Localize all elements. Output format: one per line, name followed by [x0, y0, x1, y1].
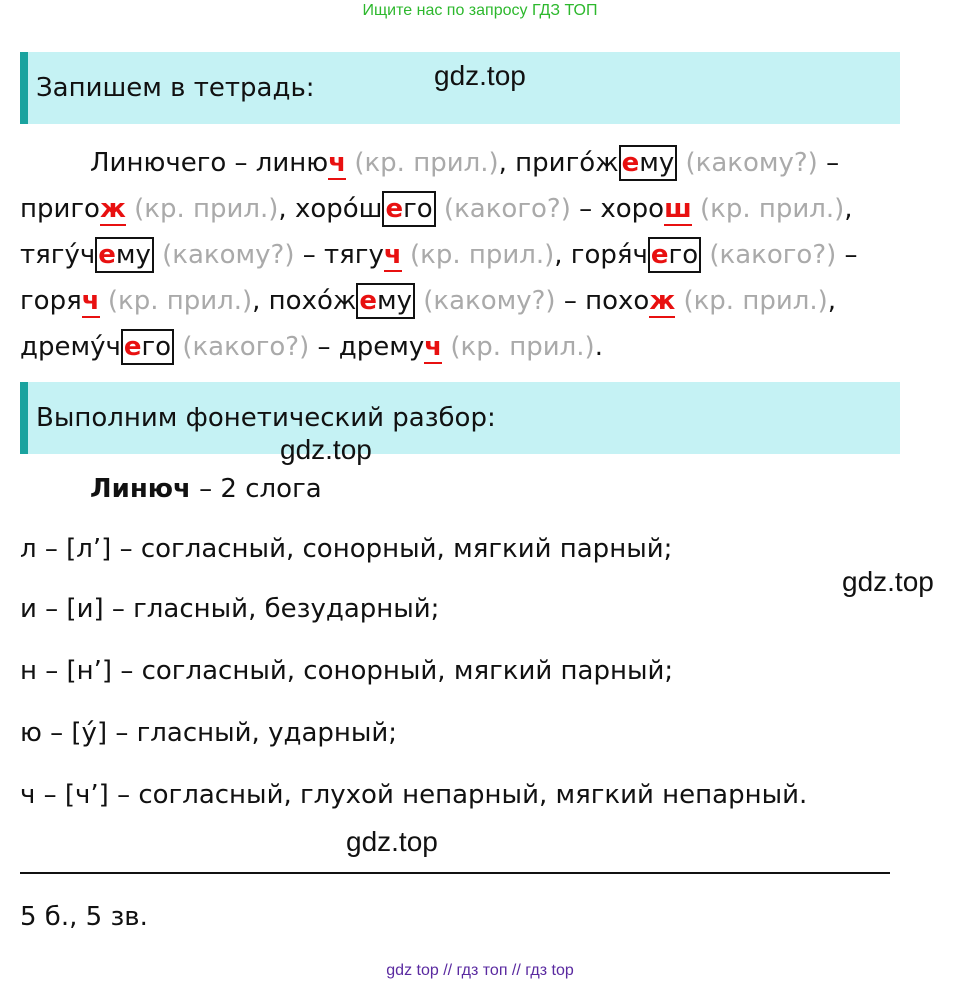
text-fragment: , хоро́ш	[278, 194, 383, 224]
text-fragment: – похо	[555, 286, 650, 316]
ending-text: го	[668, 240, 699, 270]
phonetic-line: ю – [у́] – гласный, ударный;	[20, 718, 398, 748]
section-title: Запишем в тетрадь:	[36, 73, 315, 103]
phonetic-line: н – [н’] – согласный, сонорный, мягкий парный;	[20, 656, 674, 686]
hint-text: (кр. прил.)	[442, 332, 595, 362]
text-fragment: .	[594, 332, 603, 362]
red-letter: ж	[649, 286, 676, 316]
analysis-heading	[90, 474, 322, 504]
syllable-count: – 2 слога	[190, 474, 322, 504]
red-letter: е	[359, 286, 377, 316]
text-fragment: – дрему	[309, 332, 425, 362]
ending-text: го	[141, 332, 172, 362]
ending-box	[382, 191, 435, 227]
red-letter: ш	[664, 194, 692, 224]
hint-text: (кр. прил.)	[401, 240, 555, 270]
text-fragment: –	[817, 148, 840, 178]
ending-box	[356, 283, 415, 319]
text-line-4	[20, 278, 836, 324]
hint-text: (кр. прил.)	[691, 194, 845, 224]
hint-text: (кр. прил.)	[346, 148, 499, 178]
section-title: Выполним фонетический разбор:	[36, 403, 496, 433]
watermark: gdz.top	[280, 434, 372, 465]
watermark: gdz.top	[434, 60, 526, 91]
section-header-phonetic	[20, 382, 900, 454]
red-letter: ж	[99, 194, 126, 224]
divider	[20, 872, 890, 874]
phonetic-line: л – [л’] – согласный, сонорный, мягкий парный;	[20, 534, 673, 564]
summary: 5 б., 5 зв.	[20, 902, 148, 932]
text-fragment: , приго́ж	[498, 148, 619, 178]
hint-text: (какого?)	[435, 194, 571, 224]
red-letter: ч	[328, 148, 347, 178]
ending-box	[95, 237, 154, 273]
text-line-2	[20, 186, 853, 232]
hint-text: (кр. прил.)	[675, 286, 828, 316]
hint-text: (какому?)	[677, 148, 818, 178]
text-fragment: –	[836, 240, 858, 270]
hint-text: (кр. прил.)	[99, 286, 253, 316]
text-fragment: приго	[20, 194, 100, 224]
text-fragment: горя	[20, 286, 82, 316]
text-fragment: – хоро	[570, 194, 665, 224]
red-letter: ч	[424, 332, 443, 362]
text-fragment: ,	[844, 194, 853, 224]
ending-text: му	[639, 148, 675, 178]
red-letter: е	[123, 332, 142, 362]
red-letter: е	[98, 240, 116, 270]
text-line-3	[20, 232, 858, 278]
text-fragment: тягу́ч	[20, 240, 96, 270]
hint-text: (какого?)	[174, 332, 310, 362]
text-line-5	[20, 324, 603, 370]
red-letter: ч	[383, 240, 402, 270]
watermark: gdz.top	[842, 566, 934, 597]
red-letter: ч	[81, 286, 100, 316]
footer-links[interactable]: gdz top // гдз топ // гдз top	[386, 962, 574, 979]
red-letter: е	[621, 148, 640, 178]
analysed-word: Линюч	[90, 474, 191, 504]
ending-box	[619, 145, 678, 181]
red-letter: е	[650, 240, 669, 270]
ending-box	[121, 329, 174, 365]
top-banner: Ищите нас по запросу ГДЗ ТОП	[362, 2, 598, 19]
text-fragment: , горя́ч	[554, 240, 648, 270]
ending-text: го	[403, 194, 433, 224]
text-fragment: , похо́ж	[252, 286, 357, 316]
hint-text: (какого?)	[701, 240, 837, 270]
text-line-1	[90, 140, 839, 186]
ending-text: му	[115, 240, 151, 270]
ending-text: му	[376, 286, 412, 316]
red-letter: е	[385, 194, 404, 224]
hint-text: (какому?)	[414, 286, 556, 316]
text-fragment: дрему́ч	[20, 332, 121, 362]
text-fragment: ,	[827, 286, 837, 316]
phonetic-line: и – [и] – гласный, безударный;	[20, 594, 440, 624]
text-fragment: – тягу	[294, 240, 384, 270]
phonetic-line: ч – [ч’] – согласный, глухой непарный, мягкий непарный.	[20, 780, 808, 810]
watermark: gdz.top	[346, 826, 438, 857]
hint-text: (какому?)	[153, 240, 295, 270]
text-fragment: Линючего – линю	[90, 148, 329, 178]
hint-text: (кр. прил.)	[125, 194, 279, 224]
ending-box	[648, 237, 701, 273]
